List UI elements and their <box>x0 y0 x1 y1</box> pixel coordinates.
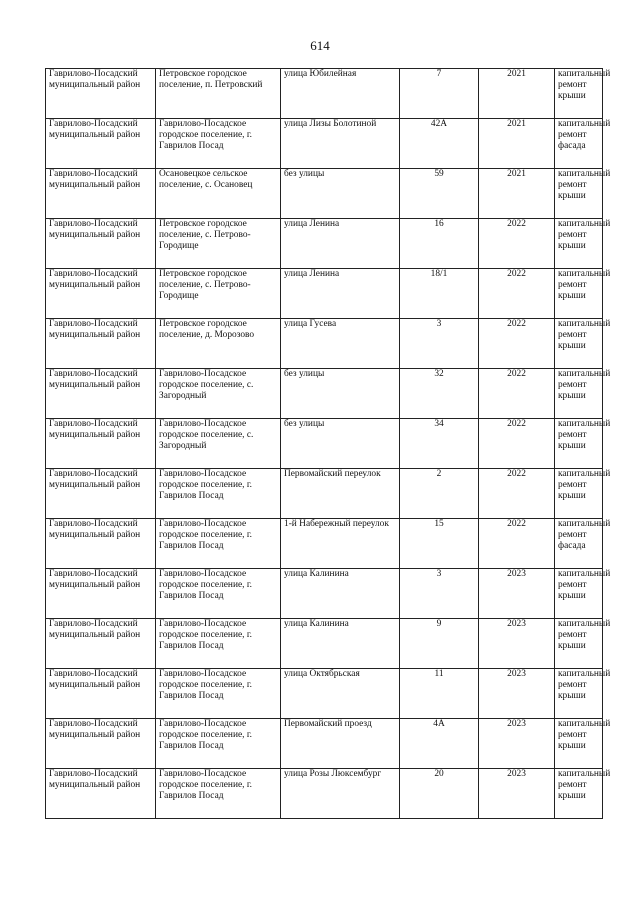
district-cell: Гаврилово-Посадский муниципальный район <box>46 119 156 169</box>
year-cell: 2023 <box>479 669 555 719</box>
year-cell: 2022 <box>479 519 555 569</box>
work-type-cell: капитальный ремонт крыши <box>555 219 603 269</box>
work-type-cell: капитальный ремонт фасада <box>555 119 603 169</box>
settlement-cell: Гаврилово-Посадское городское поселение, г. Гаврилов Посад <box>156 569 281 619</box>
table-row <box>46 769 603 819</box>
year-cell: 2022 <box>479 219 555 269</box>
house-number-cell: 3 <box>400 319 479 369</box>
house-number-cell: 59 <box>400 169 479 219</box>
street-cell: улица Ленина <box>281 219 400 269</box>
table-row <box>46 519 603 569</box>
street-cell: улица Калинина <box>281 569 400 619</box>
house-number-cell: 34 <box>400 419 479 469</box>
settlement-cell: Петровское городское поселение, п. Петровский <box>156 69 281 119</box>
table-row <box>46 369 603 419</box>
district-cell: Гаврилово-Посадский муниципальный район <box>46 469 156 519</box>
work-type-cell: капитальный ремонт крыши <box>555 719 603 769</box>
district-cell: Гаврилово-Посадский муниципальный район <box>46 169 156 219</box>
settlement-cell: Гаврилово-Посадское городское поселение, г. Гаврилов Посад <box>156 619 281 669</box>
street-cell: Первомайский переулок <box>281 469 400 519</box>
district-cell: Гаврилово-Посадский муниципальный район <box>46 269 156 319</box>
street-cell: улица Юбилейная <box>281 69 400 119</box>
work-type-cell: капитальный ремонт фасада <box>555 519 603 569</box>
work-type-cell: капитальный ремонт крыши <box>555 369 603 419</box>
house-number-cell: 15 <box>400 519 479 569</box>
house-number-cell: 11 <box>400 669 479 719</box>
year-cell: 2022 <box>479 269 555 319</box>
table-row <box>46 169 603 219</box>
year-cell: 2021 <box>479 119 555 169</box>
house-number-cell: 16 <box>400 219 479 269</box>
street-cell: улица Ленина <box>281 269 400 319</box>
street-cell: без улицы <box>281 369 400 419</box>
table-row <box>46 619 603 669</box>
work-type-cell: капитальный ремонт крыши <box>555 319 603 369</box>
district-cell: Гаврилово-Посадский муниципальный район <box>46 569 156 619</box>
year-cell: 2021 <box>479 69 555 119</box>
year-cell: 2022 <box>479 319 555 369</box>
work-type-cell: капитальный ремонт крыши <box>555 269 603 319</box>
district-cell: Гаврилово-Посадский муниципальный район <box>46 719 156 769</box>
settlement-cell: Гаврилово-Посадское городское поселение, г. Гаврилов Посад <box>156 719 281 769</box>
work-type-cell: капитальный ремонт крыши <box>555 769 603 819</box>
table-row <box>46 719 603 769</box>
table-row <box>46 419 603 469</box>
district-cell: Гаврилово-Посадский муниципальный район <box>46 419 156 469</box>
settlement-cell: Петровское городское поселение, с. Петрово-Городище <box>156 269 281 319</box>
district-cell: Гаврилово-Посадский муниципальный район <box>46 769 156 819</box>
work-type-cell: капитальный ремонт крыши <box>555 619 603 669</box>
work-type-cell: капитальный ремонт крыши <box>555 469 603 519</box>
district-cell: Гаврилово-Посадский муниципальный район <box>46 69 156 119</box>
street-cell: без улицы <box>281 169 400 219</box>
street-cell: улица Октябрьская <box>281 669 400 719</box>
page-number: 614 <box>310 38 330 53</box>
work-type-cell: капитальный ремонт крыши <box>555 419 603 469</box>
year-cell: 2023 <box>479 719 555 769</box>
house-number-cell: 3 <box>400 569 479 619</box>
settlement-cell: Гаврилово-Посадское городское поселение, г. Гаврилов Посад <box>156 119 281 169</box>
street-cell: без улицы <box>281 419 400 469</box>
table-row <box>46 119 603 169</box>
house-number-cell: 20 <box>400 769 479 819</box>
work-type-cell: капитальный ремонт крыши <box>555 669 603 719</box>
table-row <box>46 469 603 519</box>
repair-registry-table <box>45 68 611 819</box>
street-cell: улица Калинина <box>281 619 400 669</box>
street-cell: улица Лизы Болотиной <box>281 119 400 169</box>
district-cell: Гаврилово-Посадский муниципальный район <box>46 669 156 719</box>
settlement-cell: Гаврилово-Посадское городское поселение, с. Загородный <box>156 419 281 469</box>
house-number-cell: 9 <box>400 619 479 669</box>
table-body <box>46 69 611 819</box>
district-cell: Гаврилово-Посадский муниципальный район <box>46 619 156 669</box>
house-number-cell: 32 <box>400 369 479 419</box>
settlement-cell: Осановецкое сельское поселение, с. Осановец <box>156 169 281 219</box>
year-cell: 2022 <box>479 469 555 519</box>
settlement-cell: Гаврилово-Посадское городское поселение, г. Гаврилов Посад <box>156 469 281 519</box>
settlement-cell: Гаврилово-Посадское городское поселение, г. Гаврилов Посад <box>156 769 281 819</box>
table-row <box>46 269 603 319</box>
district-cell: Гаврилово-Посадский муниципальный район <box>46 519 156 569</box>
work-type-cell: капитальный ремонт крыши <box>555 569 603 619</box>
work-type-cell: капитальный ремонт крыши <box>555 169 603 219</box>
settlement-cell: Петровское городское поселение, с. Петрово-Городище <box>156 219 281 269</box>
table-row <box>46 69 603 119</box>
settlement-cell: Гаврилово-Посадское городское поселение, с. Загородный <box>156 369 281 419</box>
street-cell: улица Розы Люксембург <box>281 769 400 819</box>
year-cell: 2022 <box>479 369 555 419</box>
year-cell: 2023 <box>479 619 555 669</box>
settlement-cell: Петровское городское поселение, д. Морозово <box>156 319 281 369</box>
district-cell: Гаврилово-Посадский муниципальный район <box>46 369 156 419</box>
table-row <box>46 319 603 369</box>
house-number-cell: 2 <box>400 469 479 519</box>
table-row <box>46 219 603 269</box>
table-row <box>46 669 603 719</box>
work-type-cell: капитальный ремонт крыши <box>555 69 603 119</box>
table-row <box>46 569 603 619</box>
house-number-cell: 18/1 <box>400 269 479 319</box>
street-cell: Первомайский проезд <box>281 719 400 769</box>
year-cell: 2023 <box>479 769 555 819</box>
street-cell: 1-й Набережный переулок <box>281 519 400 569</box>
district-cell: Гаврилово-Посадский муниципальный район <box>46 319 156 369</box>
house-number-cell: 7 <box>400 69 479 119</box>
house-number-cell: 4А <box>400 719 479 769</box>
year-cell: 2021 <box>479 169 555 219</box>
settlement-cell: Гаврилово-Посадское городское поселение, г. Гаврилов Посад <box>156 519 281 569</box>
house-number-cell: 42А <box>400 119 479 169</box>
settlement-cell: Гаврилово-Посадское городское поселение, г. Гаврилов Посад <box>156 669 281 719</box>
street-cell: улица Гусева <box>281 319 400 369</box>
year-cell: 2022 <box>479 419 555 469</box>
district-cell: Гаврилово-Посадский муниципальный район <box>46 219 156 269</box>
year-cell: 2023 <box>479 569 555 619</box>
